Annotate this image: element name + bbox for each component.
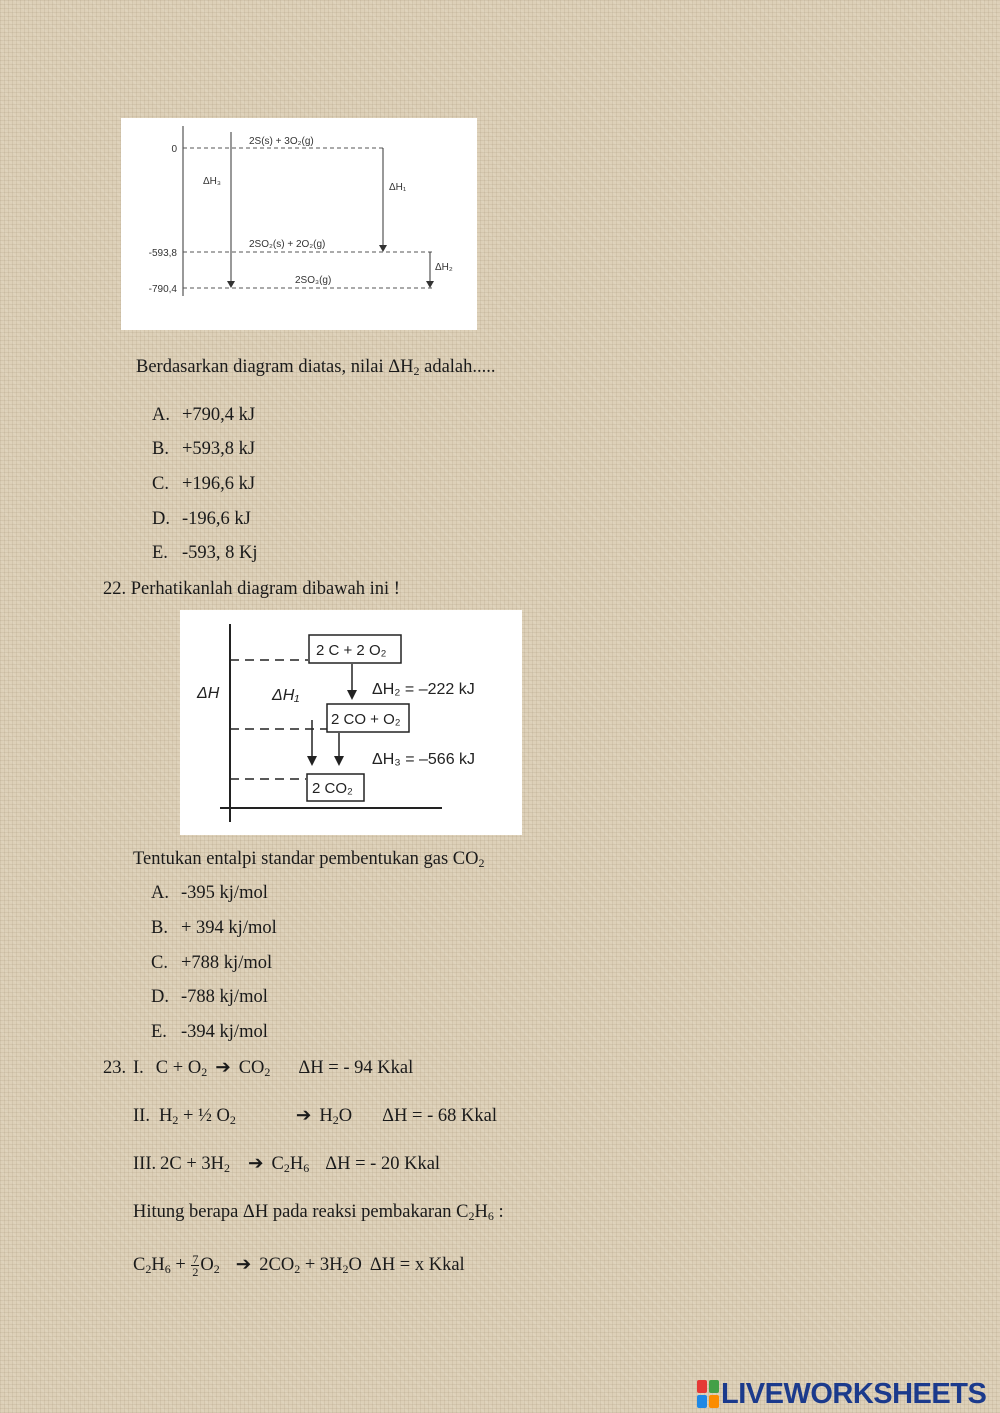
q23-prompt: Hitung berapa ΔH pada reaksi pembakaran $C_2H_6$ : <box>133 1202 504 1223</box>
dh1-label-2: ΔH₁ <box>272 687 300 704</box>
diagram-svg <box>121 118 477 330</box>
y-label-0: 0 <box>171 144 177 155</box>
q22-option-a[interactable]: A. -395 kj/mol <box>151 883 268 903</box>
state-reactants: 2S(s) + 3O₂(g) <box>249 136 314 147</box>
q23-reaction-3: III. $2C + 3H_2$ ➔ $C_2H_6$ ΔH = - 20 Kkal <box>133 1154 441 1175</box>
q22-option-d[interactable]: D. -788 kj/mol <box>151 987 268 1007</box>
box-mid-label: 2 CO + O₂ <box>331 711 401 728</box>
q21-option-e[interactable]: E. -593, 8 Kj <box>152 543 258 563</box>
y-label-593: -593,8 <box>148 248 177 259</box>
q22-option-c[interactable]: C. +788 kj/mol <box>151 953 273 973</box>
q23-combustion-equation: $C_2H_6$ + $\frac{7}{2}$ $O_2$ ➔ $2CO_2 + 3H_2O$ ΔH = x Kkal <box>133 1252 465 1279</box>
y-label-790: -790,4 <box>148 284 177 295</box>
q21-option-d[interactable]: D. -196,6 kJ <box>152 509 251 529</box>
q21-option-a[interactable]: A. +790,4 kJ <box>152 405 256 425</box>
dh3-label-2: ΔH₃ = –566 kJ <box>372 751 476 768</box>
q22-option-e[interactable]: E. -394 kj/mol <box>151 1022 268 1042</box>
dh1-label: ΔH₁ <box>389 182 407 193</box>
arrow-icon: ➔ <box>248 1154 264 1174</box>
logo-block-red <box>697 1380 707 1393</box>
state-product: 2SO₃(g) <box>295 275 332 286</box>
q21-question: Berdasarkan diagram diatas, nilai $\Delta H_2$ adalah..... <box>136 357 496 378</box>
axis-dh-label: ΔH <box>197 685 220 702</box>
arrow-icon: ➔ <box>215 1058 231 1078</box>
dh3-label: ΔH₃ <box>203 176 221 187</box>
logo-block-green <box>709 1380 719 1393</box>
liveworksheets-logo[interactable] <box>697 1377 986 1411</box>
logo-text: LIVEWORKSHEETS <box>721 1377 987 1410</box>
dh2-label: ΔH₂ <box>435 262 453 273</box>
logo-block-blue <box>697 1395 707 1408</box>
q21-option-c[interactable]: C. +196,6 kJ <box>152 474 256 494</box>
state-intermediate: 2SO₂(s) + 2O₂(g) <box>249 239 326 250</box>
enthalpy-diagram-carbon <box>180 610 522 835</box>
diagram-svg-2 <box>180 610 522 835</box>
q21-option-b[interactable]: B. +593,8 kJ <box>152 439 256 459</box>
enthalpy-diagram-sulfur <box>121 118 477 330</box>
logo-block-orange <box>709 1395 719 1408</box>
q22-question: Tentukan entalpi standar pembentukan gas $CO_2$ <box>133 849 485 870</box>
arrow-icon: ➔ <box>295 1106 312 1126</box>
q23-reaction-2: II. $H_2$ + ½ $O_2$ ➔ $H_2O$ ΔH = - 68 Kkal <box>133 1106 497 1127</box>
arrow-icon: ➔ <box>235 1254 252 1275</box>
box-bottom-label: 2 CO₂ <box>312 780 353 797</box>
q23-reaction-1: I. $C + O_2$ ➔ $CO_2$ ΔH = - 94 Kkal <box>133 1058 414 1079</box>
q23-number: 23. <box>103 1058 127 1078</box>
q22-heading: 22. Perhatikanlah diagram dibawah ini ! <box>103 579 400 599</box>
fraction-seven-halves: $\frac{7}{2}$ <box>192 1252 199 1279</box>
q22-option-b[interactable]: B. + 394 kj/mol <box>151 918 277 938</box>
box-top-label: 2 C + 2 O₂ <box>316 642 387 659</box>
logo-mark-icon <box>697 1380 719 1408</box>
dh2-label-2: ΔH₂ = –222 kJ <box>372 681 475 698</box>
